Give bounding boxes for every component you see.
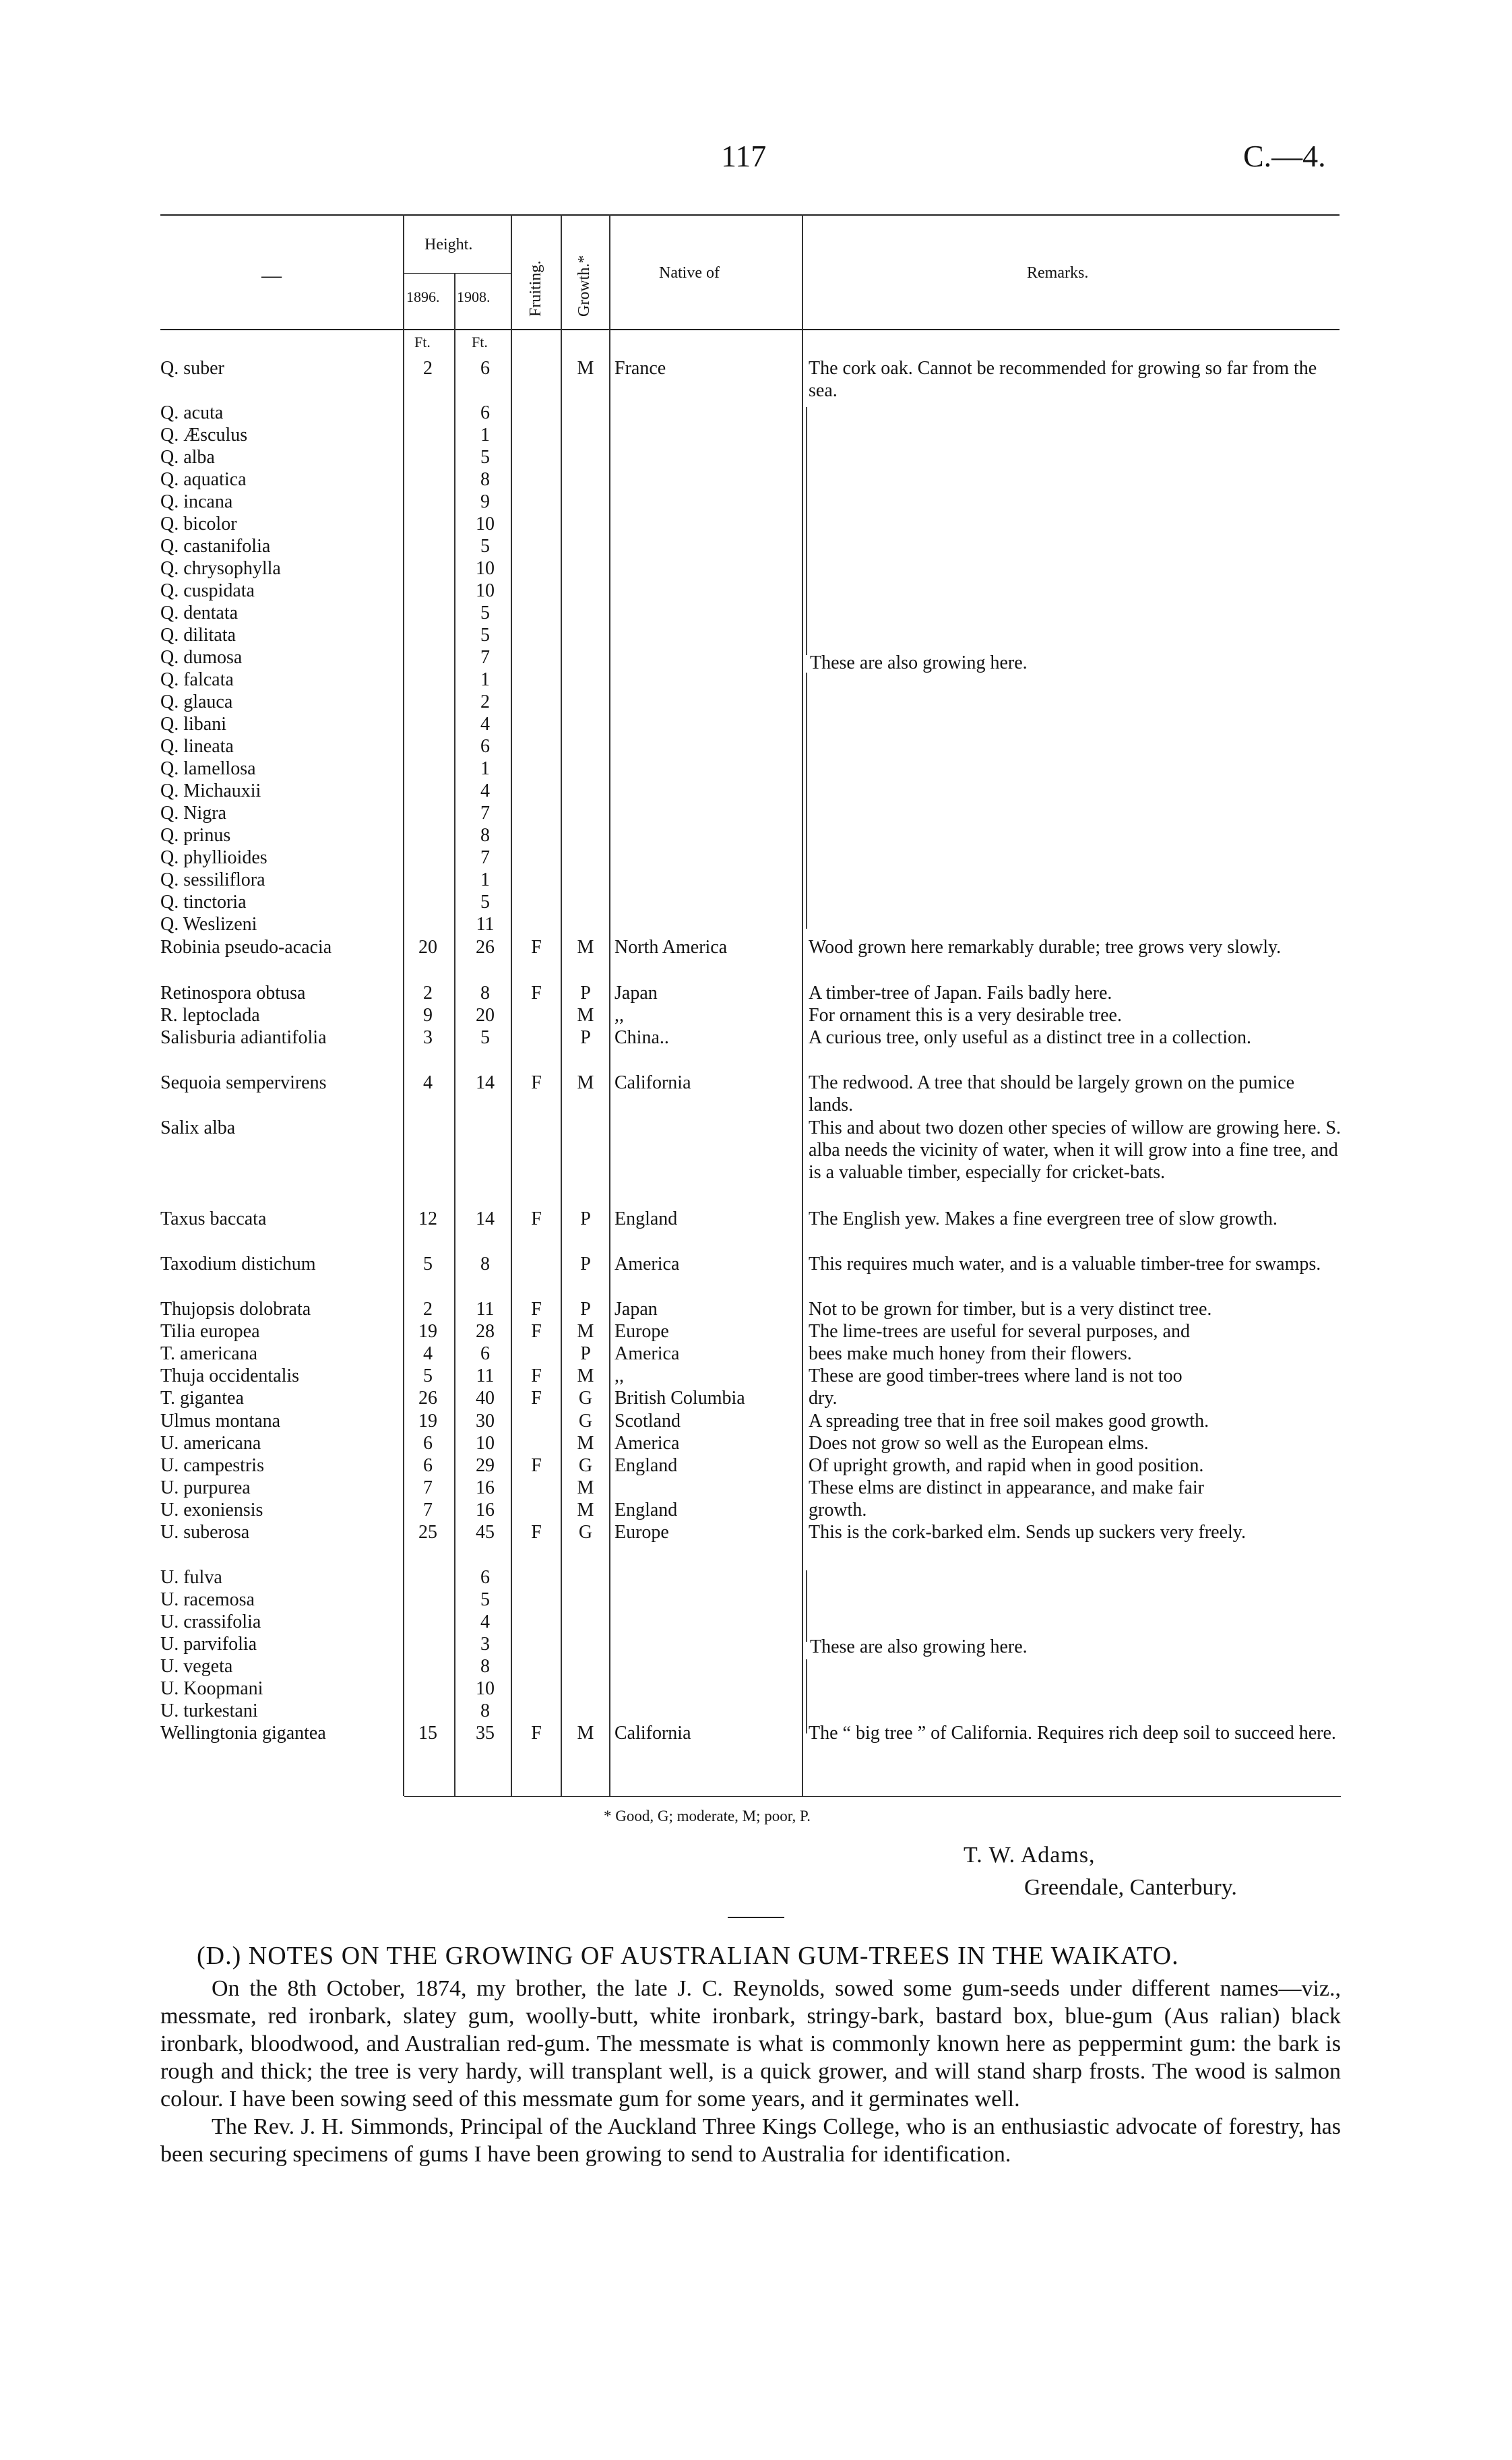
cell-height-1908: 14	[476, 1072, 495, 1093]
cell-height-1896: 4	[423, 1343, 433, 1364]
cell-species: Thuja occidentalis	[160, 1365, 300, 1386]
table-row	[0, 557, 1348, 580]
cell-remarks: The lime-trees are useful for several purposes, and	[809, 1321, 1190, 1342]
table-row	[0, 535, 1348, 558]
cell-species: Q. acuta	[160, 402, 224, 423]
height-subheader-rule	[404, 273, 511, 274]
table-bottom-rule	[404, 1796, 1341, 1797]
brace-oaks-top	[806, 407, 807, 655]
cell-species: Q. sessiliflora	[160, 869, 265, 890]
cell-height-1896: 19	[418, 1321, 437, 1342]
cell-growth: G	[578, 1522, 593, 1543]
cell-native-of: England	[615, 1208, 678, 1229]
cell-species: U. Koopmani	[160, 1678, 263, 1699]
cell-growth: P	[580, 1254, 591, 1274]
cell-species: Thujopsis dolobrata	[160, 1299, 311, 1320]
cell-native-of: France	[615, 358, 666, 379]
cell-height-1908: 1	[480, 869, 490, 890]
cell-species: U. parvifolia	[160, 1634, 257, 1655]
table-row	[0, 735, 1348, 758]
cell-species: Salix alba	[160, 1117, 236, 1138]
signature-place: Greendale, Canterbury.	[1024, 1875, 1237, 1900]
cell-native-of: ,,	[615, 1005, 624, 1026]
cell-height-1908: 8	[480, 469, 490, 490]
cell-height-1908: 29	[476, 1455, 495, 1476]
cell-species: Q. lineata	[160, 736, 234, 757]
table-row	[0, 1343, 1348, 1365]
cell-growth: M	[577, 1723, 594, 1744]
cell-species: T. americana	[160, 1343, 258, 1364]
cell-remarks: These elms are distinct in appearance, and make fair	[809, 1477, 1204, 1498]
table-row	[0, 1004, 1348, 1027]
header-1896: 1896.	[406, 288, 440, 305]
cell-growth: P	[580, 1027, 591, 1048]
cell-growth: P	[580, 983, 591, 1004]
cell-height-1908: 7	[480, 803, 490, 824]
cell-height-1908: 8	[480, 1656, 490, 1677]
cell-height-1908: 35	[476, 1723, 495, 1744]
header-height: Height.	[424, 236, 473, 253]
cell-height-1896: 6	[423, 1455, 433, 1476]
cell-remarks: This requires much water, and is a valuable timber-tree for swamps.	[809, 1254, 1321, 1274]
cell-height-1896: 3	[423, 1027, 433, 1048]
table-row	[0, 758, 1348, 780]
cell-growth: M	[577, 1500, 594, 1520]
cell-height-1896: 20	[418, 937, 437, 958]
table-row	[0, 580, 1348, 603]
cell-height-1908: 10	[476, 514, 495, 534]
table-row	[0, 1387, 1348, 1410]
table-row	[0, 1298, 1348, 1321]
cell-species: U. americana	[160, 1433, 261, 1454]
cell-height-1908: 7	[480, 847, 490, 868]
cell-height-1896: 6	[423, 1433, 433, 1454]
cell-species: Ulmus montana	[160, 1411, 281, 1432]
table-row	[0, 1722, 1348, 1745]
cell-height-1908: 8	[480, 983, 490, 1004]
cell-fruiting: F	[531, 937, 542, 958]
cell-height-1908: 10	[476, 558, 495, 579]
cell-species: Sequoia sempervirens	[160, 1072, 327, 1093]
cell-height-1908: 4	[480, 780, 490, 801]
cell-height-1908: 1	[480, 425, 490, 445]
header-native: Native of	[659, 264, 720, 282]
cell-height-1908: 6	[480, 402, 490, 423]
cell-height-1908: 11	[476, 1299, 495, 1320]
cell-height-1908: 6	[480, 358, 490, 379]
table-row	[0, 1432, 1348, 1455]
cell-remarks: bees make much honey from their flowers.	[809, 1343, 1132, 1364]
table-row	[0, 446, 1348, 469]
cell-remarks: This and about two dozen other species of willow are growing here. S. alba needs the vicinity of water, when it will grow into a fine tree, and is a valuable timber, especially for cricket-bats.	[809, 1117, 1342, 1183]
cell-species: U. racemosa	[160, 1589, 255, 1610]
cell-species: Robinia pseudo-acacia	[160, 937, 332, 958]
table-row	[0, 802, 1348, 825]
table-row	[0, 1477, 1348, 1500]
cell-species: R. leptoclada	[160, 1005, 260, 1026]
cell-growth: G	[578, 1388, 593, 1409]
table-row	[0, 1072, 1348, 1115]
cell-species: Q. prinus	[160, 825, 231, 846]
cell-height-1896: 12	[418, 1208, 437, 1229]
cell-height-1908: 45	[476, 1522, 495, 1543]
table-header-rule	[160, 329, 1340, 330]
cell-species: U. crassifolia	[160, 1611, 261, 1632]
cell-species: Q. glauca	[160, 691, 233, 712]
table-row	[0, 602, 1348, 625]
table-top-rule	[160, 214, 1340, 216]
cell-species: Q. incana	[160, 491, 233, 512]
table-row	[0, 1499, 1348, 1522]
cell-height-1908: 28	[476, 1321, 495, 1342]
cell-growth: M	[577, 358, 594, 379]
cell-species: Q. Michauxii	[160, 780, 261, 801]
table-row	[0, 847, 1348, 869]
cell-height-1908: 1	[480, 669, 490, 690]
table-row	[0, 468, 1348, 491]
table-row	[0, 1521, 1348, 1544]
cell-species: Taxus baccata	[160, 1208, 267, 1229]
table-row	[0, 669, 1348, 691]
cell-species: U. exoniensis	[160, 1500, 263, 1520]
cell-height-1908: 10	[476, 1433, 495, 1454]
cell-height-1908: 5	[480, 1589, 490, 1610]
table-row	[0, 646, 1348, 669]
cell-height-1896: 7	[423, 1500, 433, 1520]
cell-height-1908: 8	[480, 825, 490, 846]
cell-fruiting: F	[531, 1455, 542, 1476]
cell-height-1908: 20	[476, 1005, 495, 1026]
cell-height-1908: 5	[480, 1027, 490, 1048]
cell-remarks: The “ big tree ” of California. Requires rich deep soil to succeed here.	[809, 1723, 1336, 1744]
table-row	[0, 402, 1348, 425]
cell-height-1908: 4	[480, 1611, 490, 1632]
cell-growth: P	[580, 1208, 591, 1229]
cell-native-of: Scotland	[615, 1411, 681, 1432]
cell-fruiting: F	[531, 1208, 542, 1229]
cell-species: U. fulva	[160, 1567, 222, 1588]
cell-species: U. vegeta	[160, 1656, 233, 1677]
cell-remarks: A timber-tree of Japan. Fails badly here.	[809, 983, 1112, 1004]
cell-growth: P	[580, 1343, 591, 1364]
cell-native-of: America	[615, 1254, 680, 1274]
unit-1908: Ft.	[472, 334, 488, 350]
table-row	[0, 1026, 1348, 1049]
cell-height-1896: 7	[423, 1477, 433, 1498]
table-row	[0, 1410, 1348, 1433]
cell-species: Q. dilitata	[160, 625, 236, 646]
cell-growth: M	[577, 1365, 594, 1386]
cell-height-1908: 5	[480, 447, 490, 468]
cell-remarks: A spreading tree that in free soil makes good growth.	[809, 1411, 1209, 1432]
cell-height-1908: 16	[476, 1477, 495, 1498]
table-row	[0, 691, 1348, 714]
cell-height-1908: 14	[476, 1208, 495, 1229]
cell-remarks: Wood grown here remarkably durable; tree grows very slowly.	[809, 937, 1282, 958]
cell-growth: M	[577, 1433, 594, 1454]
table-row	[0, 491, 1348, 514]
table-row	[0, 1589, 1348, 1611]
cell-species: Q. alba	[160, 447, 215, 468]
table-row	[0, 1253, 1348, 1276]
cell-species: Q. lamellosa	[160, 758, 256, 779]
cell-height-1908: 11	[476, 914, 495, 935]
cell-height-1896: 26	[418, 1388, 437, 1409]
table-row	[0, 1700, 1348, 1723]
table-row	[0, 891, 1348, 914]
cell-growth: M	[577, 1072, 594, 1093]
brace-elms-top	[806, 1570, 807, 1642]
cell-growth: M	[577, 1005, 594, 1026]
cell-species: Retinospora obtusa	[160, 983, 306, 1004]
cell-remarks: Does not grow so well as the European elms.	[809, 1433, 1149, 1454]
cell-height-1908: 5	[480, 625, 490, 646]
cell-species: Q. libani	[160, 714, 226, 735]
cell-remarks: The cork oak. Cannot be recommended for growing so far from the sea.	[809, 358, 1317, 401]
cell-height-1908: 30	[476, 1411, 495, 1432]
cell-height-1908: 10	[476, 1678, 495, 1699]
table-row	[0, 869, 1348, 892]
cell-height-1908: 2	[480, 691, 490, 712]
cell-species: Q. cuspidata	[160, 580, 255, 601]
section-body	[160, 1975, 1341, 2168]
cell-native-of: North America	[615, 937, 728, 958]
cell-height-1908: 6	[480, 736, 490, 757]
cell-species: Q. chrysophylla	[160, 558, 281, 579]
table-row	[0, 1655, 1348, 1678]
cell-height-1896: 4	[423, 1072, 433, 1093]
cell-remarks: Not to be grown for timber, but is a very distinct tree.	[809, 1299, 1212, 1320]
cell-height-1908: 4	[480, 714, 490, 735]
cell-fruiting: F	[531, 983, 542, 1004]
cell-remarks: dry.	[809, 1388, 838, 1409]
cell-species: Q. dentata	[160, 603, 239, 623]
cell-species: U. campestris	[160, 1455, 264, 1476]
footnote: * Good, G; moderate, M; poor, P.	[604, 1808, 811, 1824]
cell-species: Q. bicolor	[160, 514, 237, 534]
cell-growth: P	[580, 1299, 591, 1320]
paragraph: The Rev. J. H. Simmonds, Principal of the Auckland Three Kings College, who is an enthusiastic advocate of forestry, has been securing specimens of gums I have been growing to send to Australia for identification.	[160, 2114, 1341, 2167]
cell-height-1908: 9	[480, 491, 490, 512]
cell-native-of: California	[615, 1072, 691, 1093]
table-row	[0, 1320, 1348, 1343]
table-row	[0, 1611, 1348, 1634]
cell-remarks: Of upright growth, and rapid when in good position.	[809, 1455, 1204, 1476]
cell-species: U. turkestani	[160, 1700, 258, 1721]
table-row	[0, 1365, 1348, 1388]
cell-height-1908: 8	[480, 1254, 490, 1274]
cell-height-1908: 40	[476, 1388, 495, 1409]
cell-species: T. gigantea	[160, 1388, 244, 1409]
cell-species: Q. Nigra	[160, 803, 226, 824]
brace-oaks-bottom	[806, 673, 807, 929]
cell-remarks: A curious tree, only useful as a distinct tree in a collection.	[809, 1027, 1252, 1048]
cell-native-of: Japan	[615, 983, 658, 1004]
paragraph: On the 8th October, 1874, my brother, the late J. C. Reynolds, sowed some gum-seeds under different names—viz., messmate, red ironbark, slatey gum, woolly-butt, white ironbark, stringy-bark, bastard box, blue-gum (Aus ralian) black ironbark, bloodwood, and Australian red-gum. The messmate is what is commonly known here as peppermint gum: the bark is rough and thick; the tree is very hardy, will transplant well, is a quick grower, and will stand sharp frosts. The wood is salmon colour. I have been sowing seed of this messmate gum for some years, and it germinates well.	[160, 1976, 1341, 2112]
table-row	[0, 1678, 1348, 1700]
table-row	[0, 1454, 1348, 1477]
cell-height-1908: 16	[476, 1500, 495, 1520]
cell-fruiting: F	[531, 1299, 542, 1320]
cell-height-1896: 2	[423, 358, 433, 379]
table-row	[0, 936, 1348, 959]
cell-growth: M	[577, 1477, 594, 1498]
cell-species: Q. phyllioides	[160, 847, 267, 868]
cell-height-1908: 5	[480, 536, 490, 557]
section-divider	[728, 1917, 784, 1918]
cell-species: Q. tinctoria	[160, 892, 247, 913]
cell-remarks: growth.	[809, 1500, 867, 1520]
cell-native-of: China..	[615, 1027, 669, 1048]
table-row	[0, 513, 1348, 536]
cell-native-of: America	[615, 1343, 680, 1364]
table-row	[0, 1208, 1348, 1231]
cell-height-1908: 1	[480, 758, 490, 779]
table-row	[0, 780, 1348, 803]
cell-species: Q. aquatica	[160, 469, 247, 490]
table-row	[0, 1566, 1348, 1589]
cell-height-1908: 26	[476, 937, 495, 958]
header-1908: 1908.	[457, 288, 491, 305]
table-row	[0, 357, 1348, 401]
cell-species: Q. Weslizeni	[160, 914, 257, 935]
page-number: 117	[721, 139, 767, 173]
cell-height-1908: 6	[480, 1567, 490, 1588]
cell-species: Q. dumosa	[160, 647, 243, 668]
cell-native-of: England	[615, 1455, 678, 1476]
header-fruiting: Fruiting.	[527, 260, 544, 317]
cell-height-1896: 15	[418, 1723, 437, 1744]
cell-remarks: The redwood. A tree that should be largely grown on the pumice lands.	[809, 1072, 1295, 1115]
cell-height-1908: 7	[480, 647, 490, 668]
cell-height-1896: 5	[423, 1365, 433, 1386]
cell-native-of: California	[615, 1723, 691, 1744]
cell-height-1896: 2	[423, 983, 433, 1004]
cell-height-1896: 9	[423, 1005, 433, 1026]
cell-height-1908: 8	[480, 1700, 490, 1721]
cell-native-of: ,,	[615, 1365, 624, 1386]
cell-native-of: America	[615, 1433, 680, 1454]
cell-species: Q. castanifolia	[160, 536, 271, 557]
table-row	[0, 713, 1348, 736]
section-title: (D.) NOTES ON THE GROWING OF AUSTRALIAN GUM-TREES IN THE WAIKATO.	[197, 1942, 1179, 1970]
brace-elms-bottom	[806, 1659, 807, 1733]
cell-species: Wellingtonia gigantea	[160, 1723, 326, 1744]
unit-1896: Ft.	[414, 334, 431, 350]
cell-height-1896: 5	[423, 1254, 433, 1274]
cell-fruiting: F	[531, 1072, 542, 1093]
header-growth: Growth.*	[575, 255, 593, 317]
cell-height-1896: 2	[423, 1299, 433, 1320]
table-row	[0, 982, 1348, 1005]
cell-native-of: Europe	[615, 1321, 669, 1342]
cell-native-of: British Columbia	[615, 1388, 745, 1409]
group-note-elms: These are also growing here.	[810, 1636, 1028, 1657]
table-row	[0, 824, 1348, 847]
cell-fruiting: F	[531, 1723, 542, 1744]
table-row	[0, 913, 1348, 936]
cell-native-of: Europe	[615, 1522, 669, 1543]
cell-remarks: The English yew. Makes a fine evergreen tree of slow growth.	[809, 1208, 1278, 1229]
cell-native-of: England	[615, 1500, 678, 1520]
cell-growth: M	[577, 937, 594, 958]
cell-height-1908: 3	[480, 1634, 490, 1655]
cell-species: Q. Æsculus	[160, 425, 248, 445]
cell-fruiting: F	[531, 1388, 542, 1409]
cell-growth: G	[578, 1411, 593, 1432]
cell-fruiting: F	[531, 1321, 542, 1342]
cell-species: Q. suber	[160, 358, 224, 379]
table-row	[0, 624, 1348, 647]
cell-height-1908: 5	[480, 892, 490, 913]
cell-height-1896: 25	[418, 1522, 437, 1543]
cell-species: Salisburia adiantifolia	[160, 1027, 327, 1048]
cell-remarks: For ornament this is a very desirable tree.	[809, 1005, 1122, 1026]
cell-species: U. purpurea	[160, 1477, 251, 1498]
cell-species: Taxodium distichum	[160, 1254, 316, 1274]
cell-fruiting: F	[531, 1365, 542, 1386]
cell-species: Tilia europea	[160, 1321, 260, 1342]
cell-growth: M	[577, 1321, 594, 1342]
cell-height-1908: 6	[480, 1343, 490, 1364]
header-remarks: Remarks.	[1027, 264, 1089, 282]
header-name: —	[261, 264, 282, 286]
cell-height-1896: 19	[418, 1411, 437, 1432]
table-row	[0, 424, 1348, 447]
cell-species: Q. falcata	[160, 669, 234, 690]
cell-remarks: This is the cork-barked elm. Sends up suckers very freely.	[809, 1522, 1246, 1543]
cell-native-of: Japan	[615, 1299, 658, 1320]
doc-reference: C.—4.	[1243, 139, 1326, 173]
cell-height-1908: 5	[480, 603, 490, 623]
cell-height-1908: 10	[476, 580, 495, 601]
signature-name: T. W. Adams,	[964, 1843, 1096, 1868]
cell-height-1908: 11	[476, 1365, 495, 1386]
table-row	[0, 1117, 1348, 1183]
cell-fruiting: F	[531, 1522, 542, 1543]
table-row	[0, 1633, 1348, 1656]
group-note-oaks: These are also growing here.	[810, 652, 1028, 673]
cell-remarks: These are good timber-trees where land is not too	[809, 1365, 1183, 1386]
cell-growth: G	[578, 1455, 593, 1476]
cell-species: U. suberosa	[160, 1522, 250, 1543]
